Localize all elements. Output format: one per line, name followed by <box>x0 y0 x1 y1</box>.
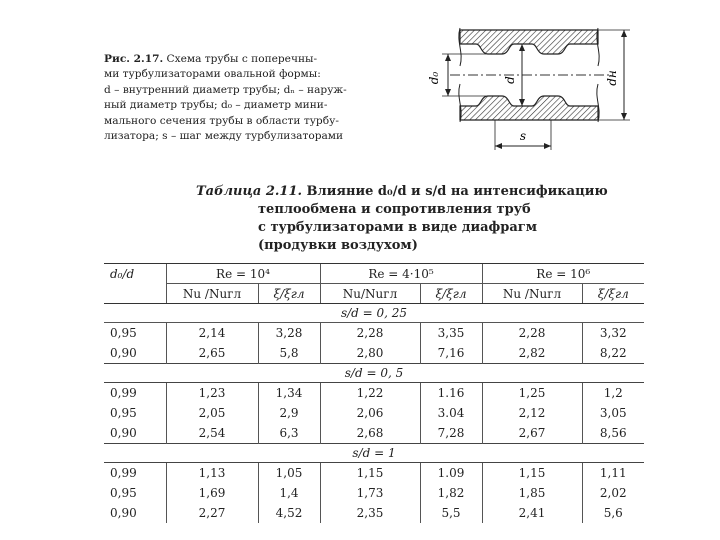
value-cell: 1,2 <box>582 383 644 404</box>
value-cell: 1,34 <box>258 383 320 404</box>
value-cell: 2,28 <box>482 323 582 344</box>
value-cell: 3,05 <box>582 403 644 423</box>
sub-header: Nu /Nuгл <box>166 284 258 304</box>
value-cell: 1,85 <box>482 483 582 503</box>
sub-header: ξ/ξгл <box>258 284 320 304</box>
group-label: s/d = 1 <box>104 444 644 463</box>
value-cell: 2,67 <box>482 423 582 444</box>
table-caption-title: Влияние d₀/d и s/d на интенсификацию <box>302 184 608 199</box>
dim-label-d0: d₀ <box>427 71 441 85</box>
table-body <box>104 304 644 524</box>
value-cell: 2,05 <box>166 403 258 423</box>
sub-header: ξ/ξгл <box>420 284 482 304</box>
value-cell: 2,82 <box>482 343 582 364</box>
value-cell: 1,05 <box>258 463 320 484</box>
table-row <box>104 383 644 404</box>
dim-label-s: s <box>519 129 527 143</box>
sub-header: ξ/ξгл <box>582 284 644 304</box>
value-cell: 2,9 <box>258 403 320 423</box>
value-cell: 1,4 <box>258 483 320 503</box>
value-cell: 2,02 <box>582 483 644 503</box>
re-header: Re = 10⁴ <box>166 264 320 284</box>
value-cell: 2,27 <box>166 503 258 523</box>
value-cell: 1,23 <box>166 383 258 404</box>
value-cell: 5,6 <box>582 503 644 523</box>
table-subheader-row <box>104 284 644 304</box>
pipe-bottom-wall <box>460 96 598 120</box>
re-header: Re = 4·10⁵ <box>320 264 482 284</box>
value-cell: 2,06 <box>320 403 420 423</box>
figure-caption-line: ный диаметр трубы; d₀ – диаметр мини- <box>104 99 328 112</box>
value-cell: 5,5 <box>420 503 482 523</box>
table-row <box>104 343 644 364</box>
figure-caption-line: ми турбулизаторами овальной формы: <box>104 68 321 81</box>
value-cell: 4,52 <box>258 503 320 523</box>
group-label: s/d = 0, 25 <box>104 304 644 323</box>
value-cell: 2,54 <box>166 423 258 444</box>
value-cell: 3,28 <box>258 323 320 344</box>
figure-caption-line: d – внутренний диаметр трубы; dₙ – наруж- <box>104 83 347 96</box>
value-cell: 3.04 <box>420 403 482 423</box>
value-cell: 1,69 <box>166 483 258 503</box>
pipe-top-wall <box>460 30 598 54</box>
data-table <box>104 263 644 523</box>
figure-caption-title: Схема трубы с поперечны- <box>163 53 318 65</box>
value-cell: 1,73 <box>320 483 420 503</box>
value-cell: 7,28 <box>420 423 482 444</box>
table-row <box>104 483 644 503</box>
row-label-cell: 0,99 <box>110 386 137 400</box>
value-cell: 1,25 <box>482 383 582 404</box>
table-row <box>104 323 644 344</box>
sub-header: Nu /Nuгл <box>482 284 582 304</box>
value-cell: 2,65 <box>166 343 258 364</box>
corner-header: d₀/d <box>104 264 166 304</box>
value-cell: 8,22 <box>582 343 644 364</box>
row-label-cell: 0,90 <box>110 506 137 520</box>
table-row <box>104 463 644 484</box>
pipe-diagram <box>420 22 636 162</box>
table-row <box>104 503 644 523</box>
row-label-cell: 0,99 <box>110 466 137 480</box>
group-header-row <box>104 364 644 383</box>
group-label: s/d = 0, 5 <box>104 364 644 383</box>
value-cell: 2,68 <box>320 423 420 444</box>
row-label-cell: 0,95 <box>110 326 137 340</box>
row-label-cell: 0,95 <box>110 486 137 500</box>
value-cell: 2,12 <box>482 403 582 423</box>
figure-caption <box>104 52 394 144</box>
value-cell: 1,13 <box>166 463 258 484</box>
table-caption-label: Таблица 2.11. <box>196 184 303 199</box>
table-caption-line: (продувки воздухом) <box>258 238 418 253</box>
re-header: Re = 10⁶ <box>482 264 644 284</box>
value-cell: 1,82 <box>420 483 482 503</box>
table-header-row <box>104 264 644 284</box>
sub-header: Nu/Nuгл <box>320 284 420 304</box>
value-cell: 1,15 <box>482 463 582 484</box>
value-cell: 2,41 <box>482 503 582 523</box>
value-cell: 3,32 <box>582 323 644 344</box>
value-cell: 2,35 <box>320 503 420 523</box>
table-caption-line: с турбулизаторами в виде диафрагм <box>258 220 538 235</box>
group-header-row <box>104 304 644 323</box>
value-cell: 5,8 <box>258 343 320 364</box>
figure-caption-line: лизатора; s – шаг между турбулизаторами <box>104 130 344 143</box>
value-cell: 1.09 <box>420 463 482 484</box>
table-caption <box>196 183 616 255</box>
value-cell: 2,80 <box>320 343 420 364</box>
table-row <box>104 403 644 423</box>
value-cell: 2,14 <box>166 323 258 344</box>
value-cell: 2,28 <box>320 323 420 344</box>
value-cell: 6,3 <box>258 423 320 444</box>
group-header-row <box>104 444 644 463</box>
dim-label-dn: dн <box>605 70 619 86</box>
value-cell: 7,16 <box>420 343 482 364</box>
figure-caption-head: Рис. 2.17. <box>104 53 164 65</box>
value-cell: 1,11 <box>582 463 644 484</box>
table-caption-line: теплообмена и сопротивления труб <box>258 202 531 217</box>
table-row <box>104 423 644 444</box>
dim-label-d: d <box>503 76 517 84</box>
row-label-cell: 0,90 <box>110 346 137 360</box>
value-cell: 3,35 <box>420 323 482 344</box>
row-label-cell: 0,95 <box>110 406 137 420</box>
value-cell: 8,56 <box>582 423 644 444</box>
row-label-cell: 0,90 <box>110 426 137 440</box>
figure-caption-line: мального сечения трубы в области турбу- <box>104 114 339 127</box>
value-cell: 1,22 <box>320 383 420 404</box>
value-cell: 1,15 <box>320 463 420 484</box>
value-cell: 1.16 <box>420 383 482 404</box>
